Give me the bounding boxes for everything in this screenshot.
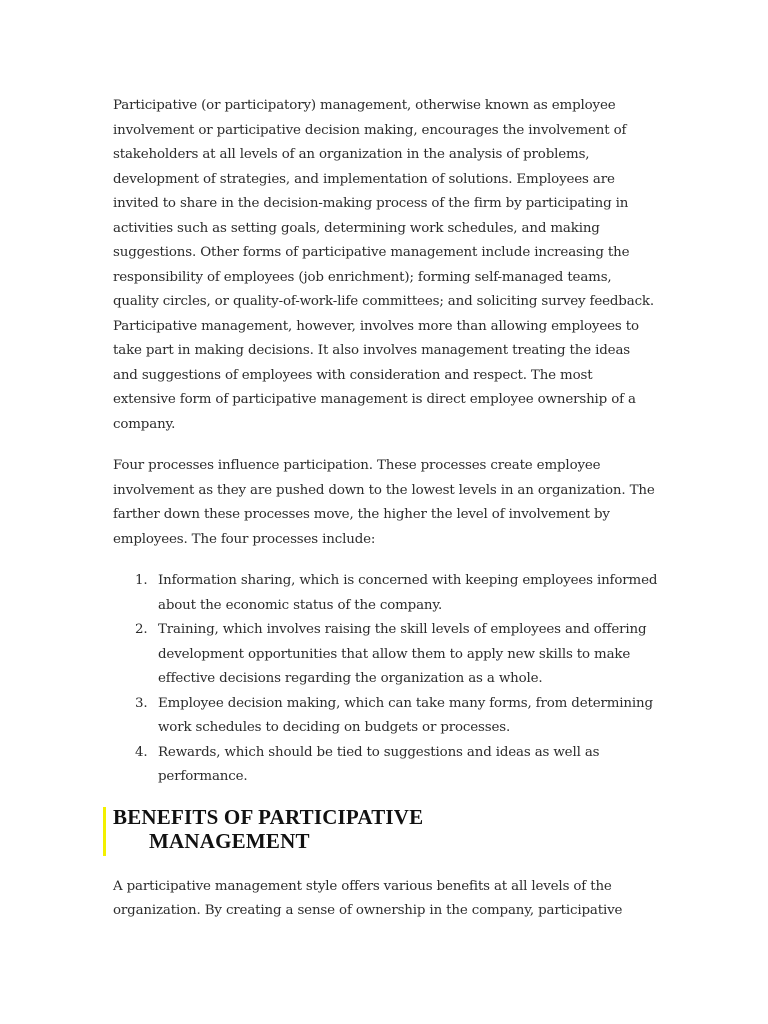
section-heading-block [113, 805, 658, 853]
list-item-text: Training, which involves raising the skill levels of employees and offering development opportunities that allow them to apply new skills to make effective decisions regarding the organization as a whole. [158, 622, 647, 686]
heading-highlight-bar [103, 807, 106, 856]
benefits-paragraph: A participative management style offers various benefits at all levels of the organization. By creating a sense of ownership in the company, participative [113, 878, 623, 918]
section-heading-line1: BENEFITS OF PARTICIPATIVE [113, 804, 424, 829]
list-item-text: Employee decision making, which can take many forms, from determining work schedules to deciding on budgets or processes. [158, 695, 653, 735]
list-item [113, 692, 658, 741]
list-item [113, 741, 658, 790]
list-item-text: Information sharing, which is concerned with keeping employees informed about the economic status of the company. [158, 573, 658, 613]
section-heading-line2: MANAGEMENT [149, 828, 310, 853]
list-item [113, 569, 658, 618]
list-item [113, 618, 658, 692]
section-heading [113, 805, 658, 853]
list-item-number: 4. [135, 744, 148, 760]
list-item-number: 3. [135, 695, 148, 711]
list-item-number: 1. [135, 573, 148, 588]
processes-list [113, 569, 658, 790]
paragraph-gap [113, 437, 658, 454]
document-page [113, 94, 658, 924]
list-item-text: Rewards, which should be tied to suggestions and ideas as well as performance. [158, 744, 600, 784]
intro-paragraph: Participative (or participatory) management, otherwise known as employee involvement or participative decision making, encourages the involvement of stakeholders at all levels of an organization in the analysis of problems, development of strategies, and implementation of solutions. Employees are invited to share in the decision-making process of the firm by participating in activities such as setting goals, determining work schedules, and making suggestions. Other forms of participative management include increasing the responsibility of employees (job enrichment); forming self-managed teams, quality circles, or quality-of-work-life committees; and soliciting survey feedback. Participative management, however, involves more than allowing employees to take part in making decisions. It also involves management treating the ideas and suggestions of employees with consideration and respect. The most extensive form of participative management is direct employee ownership of a company. [113, 98, 654, 432]
list-item-number: 2. [135, 622, 148, 637]
processes-paragraph: Four processes influence participation. These processes create employee involvement as they are pushed down to the lowest levels in an organization. The farther down these processes move, the higher the level of involvement by employees. The four processes include: [113, 458, 655, 547]
